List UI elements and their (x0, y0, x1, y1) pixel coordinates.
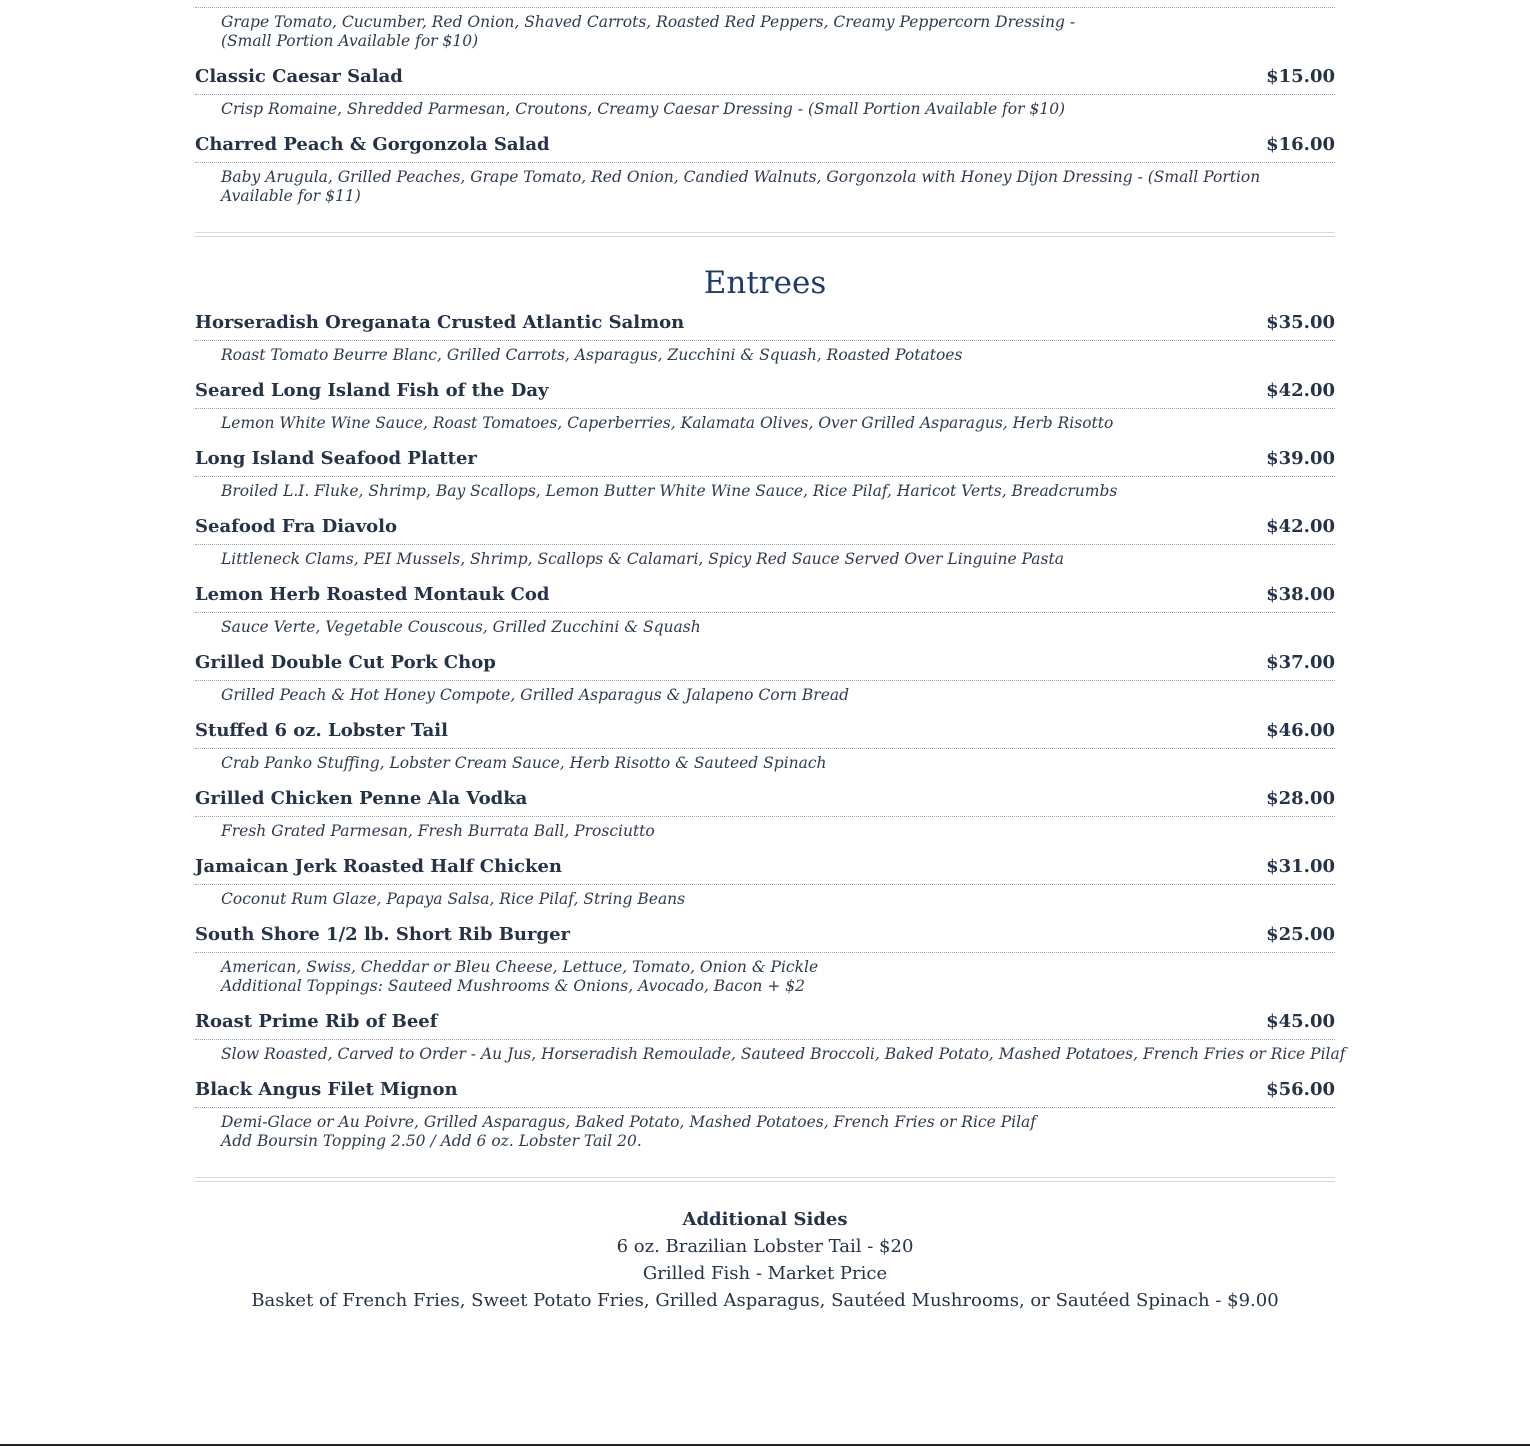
menu-item-description (195, 953, 1335, 996)
menu-item-name: Horseradish Oreganata Crusted Atlantic Salmon (195, 312, 685, 333)
description-line: Roast Tomato Beurre Blanc, Grilled Carrots, Asparagus, Zucchini & Squash, Roasted Potatoes (221, 346, 963, 364)
menu-item (195, 855, 1335, 909)
menu-item (195, 515, 1335, 569)
menu-item-description (195, 817, 1335, 841)
menu-item-name: Lemon Herb Roasted Montauk Cod (195, 584, 550, 605)
menu-item-header (195, 1010, 1335, 1040)
description-line: Crisp Romaine, Shredded Parmesan, Croutons, Creamy Caesar Dressing - (Small Portion Available for $10) (221, 100, 1066, 118)
menu-item (195, 0, 1335, 51)
description-line: Slow Roasted, Carved to Order - Au Jus, Horseradish Remoulade, Sauteed Broccoli, Baked Potato, Mashed Potatoes, French Fries or Rice Pilaf (221, 1045, 1346, 1063)
menu-item (195, 379, 1335, 433)
menu-item-description (195, 1040, 1346, 1064)
menu-item-price: $39.00 (1266, 448, 1335, 469)
menu-item (195, 1010, 1346, 1064)
menu-item-price (1266, 0, 1335, 2)
menu-item (195, 923, 1335, 996)
menu-item (195, 447, 1335, 501)
menu-item-price: $42.00 (1266, 516, 1335, 537)
side-option: Grilled Fish - Market Price (642, 1263, 888, 1284)
menu-item-description (195, 1108, 1335, 1151)
menu-item-header (195, 515, 1335, 545)
menu-item-header (195, 311, 1335, 341)
menu-item-name: Grilled Double Cut Pork Chop (195, 652, 496, 673)
menu-item-description (195, 613, 1335, 637)
description-line: Add Boursin Topping 2.50 / Add 6 oz. Lobster Tail 20. (221, 1132, 642, 1150)
sides-title: Additional Sides (682, 1209, 848, 1230)
menu-item (195, 583, 1335, 637)
menu-item-name: Classic Caesar Salad (195, 66, 403, 87)
description-line: Grape Tomato, Cucumber, Red Onion, Shaved Carrots, Roasted Red Peppers, Creamy Peppercorn Dressing - (221, 13, 1076, 31)
menu-item-description (195, 885, 1335, 909)
description-line: Available for $11) (221, 187, 361, 205)
menu-item-header (195, 583, 1335, 613)
menu-item-price: $28.00 (1266, 788, 1335, 809)
menu-item-header (195, 855, 1335, 885)
description-line: Broiled L.I. Fluke, Shrimp, Bay Scallops, Lemon Butter White Wine Sauce, Rice Pilaf, Haricot Verts, Breadcrumbs (221, 482, 1118, 500)
menu-item-name (195, 0, 414, 2)
description-line: Littleneck Clams, PEI Mussels, Shrimp, Scallops & Calamari, Spicy Red Sauce Served Over Linguine Pasta (221, 550, 1064, 568)
menu-item-name: Charred Peach & Gorgonzola Salad (195, 134, 550, 155)
menu-item-price: $37.00 (1266, 652, 1335, 673)
salads-section (195, 0, 1335, 206)
side-option: 6 oz. Brazilian Lobster Tail - $20 (616, 1236, 914, 1257)
menu-item-description (195, 477, 1335, 501)
description-line: Baby Arugula, Grilled Peaches, Grape Tomato, Red Onion, Candied Walnuts, Gorgonzola with Honey Dijon Dressing - (Small Portion (221, 168, 1261, 186)
description-line: Coconut Rum Glaze, Papaya Salsa, Rice Pilaf, String Beans (221, 890, 686, 908)
menu-item (195, 65, 1335, 119)
menu-item (195, 651, 1335, 705)
menu-item-description (195, 681, 1335, 705)
menu-item-header (195, 719, 1335, 749)
menu-item-header (195, 0, 1335, 8)
menu-item (195, 787, 1335, 841)
menu-item-header (195, 379, 1335, 409)
menu-item-price: $15.00 (1266, 66, 1335, 87)
menu-item (195, 311, 1335, 365)
section-divider (195, 232, 1335, 237)
description-line: Lemon White Wine Sauce, Roast Tomatoes, Caperberries, Kalamata Olives, Over Grilled Asparagus, Herb Risotto (221, 414, 1114, 432)
menu-item-description (195, 545, 1335, 569)
menu-item (195, 133, 1335, 206)
menu-item-name: Long Island Seafood Platter (195, 448, 477, 469)
menu-item-name: Roast Prime Rib of Beef (195, 1011, 438, 1032)
menu-item (195, 719, 1335, 773)
side-option: Basket of French Fries, Sweet Potato Fries, Grilled Asparagus, Sautéed Mushrooms, or Sautéed Spinach - $9.00 (251, 1290, 1279, 1311)
menu-item-description (195, 163, 1335, 206)
menu-item-price: $45.00 (1266, 1011, 1335, 1032)
menu-item-description (195, 749, 1335, 773)
menu-item-price: $38.00 (1266, 584, 1335, 605)
menu-page (195, 0, 1346, 1314)
section-divider (195, 1177, 1335, 1182)
menu-item-description (195, 95, 1335, 119)
entrees-title: Entrees (703, 265, 827, 301)
menu-item-price: $35.00 (1266, 312, 1335, 333)
menu-item-price: $25.00 (1266, 924, 1335, 945)
menu-item-header (195, 1078, 1335, 1108)
menu-item-description (195, 341, 1335, 365)
description-line: Sauce Verte, Vegetable Couscous, Grilled Zucchini & Squash (221, 618, 701, 636)
description-line: Grilled Peach & Hot Honey Compote, Grilled Asparagus & Jalapeno Corn Bread (221, 686, 850, 704)
description-line: Additional Toppings: Sauteed Mushrooms & Onions, Avocado, Bacon + $2 (221, 977, 805, 995)
menu-item-price: $56.00 (1266, 1079, 1335, 1100)
entrees-section (195, 311, 1346, 1151)
menu-item-price: $31.00 (1266, 856, 1335, 877)
menu-item (195, 1078, 1335, 1151)
menu-item-header (195, 923, 1335, 953)
additional-sides (195, 1206, 1335, 1314)
menu-item-name: Stuffed 6 oz. Lobster Tail (195, 720, 448, 741)
menu-item-price: $42.00 (1266, 380, 1335, 401)
menu-item-header (195, 651, 1335, 681)
menu-item-name: Black Angus Filet Mignon (195, 1079, 458, 1100)
menu-item-price: $46.00 (1266, 720, 1335, 741)
menu-item-header (195, 447, 1335, 477)
menu-item-description (195, 8, 1335, 51)
menu-item-header (195, 65, 1335, 95)
menu-item-name: Jamaican Jerk Roasted Half Chicken (195, 856, 563, 877)
description-line: (Small Portion Available for $10) (221, 32, 479, 50)
menu-item-header (195, 133, 1335, 163)
menu-item-header (195, 787, 1335, 817)
menu-item-name: Seafood Fra Diavolo (195, 516, 398, 537)
menu-item-name: Grilled Chicken Penne Ala Vodka (195, 788, 528, 809)
menu-item-name: South Shore 1/2 lb. Short Rib Burger (195, 924, 571, 945)
description-line: American, Swiss, Cheddar or Bleu Cheese, Lettuce, Tomato, Onion & Pickle (221, 958, 819, 976)
menu-item-price: $16.00 (1266, 134, 1335, 155)
description-line: Demi-Glace or Au Poivre, Grilled Asparagus, Baked Potato, Mashed Potatoes, French Fries or Rice Pilaf (221, 1113, 1037, 1131)
menu-item-description (195, 409, 1335, 433)
description-line: Crab Panko Stuffing, Lobster Cream Sauce, Herb Risotto & Sauteed Spinach (221, 754, 827, 772)
menu-item-name: Seared Long Island Fish of the Day (195, 380, 549, 401)
description-line: Fresh Grated Parmesan, Fresh Burrata Ball, Prosciutto (221, 822, 655, 840)
